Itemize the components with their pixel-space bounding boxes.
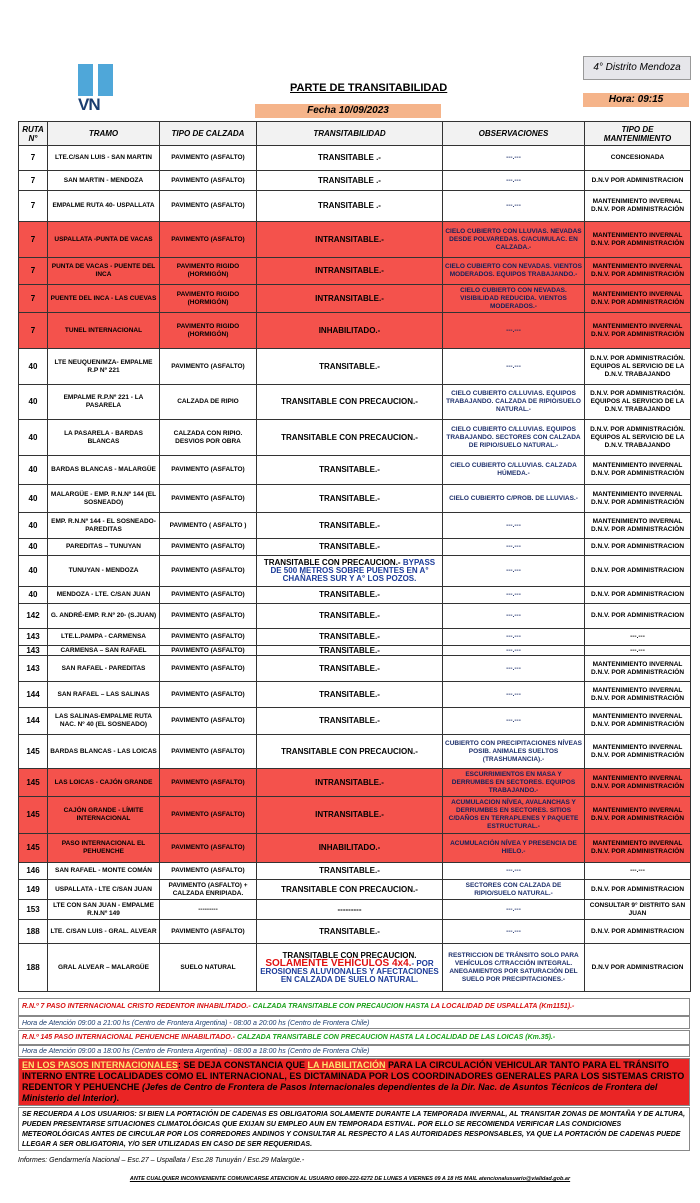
- cell-tramo: LAS LOICAS - CAJÓN GRANDE: [48, 769, 160, 797]
- cell-transitabilidad: TRANSITABLE.-: [257, 708, 443, 735]
- cell-ruta: 146: [19, 863, 48, 880]
- cell-tramo: PASO INTERNACIONAL EL PEHUENCHE: [48, 834, 160, 863]
- cell-calzada: PAVIMENTO (ASFALTO): [160, 485, 257, 513]
- cell-transitabilidad: TRANSITABLE CON PRECAUCION.-: [257, 880, 443, 900]
- note-pehuenche-hours: Hora de Atención 09:00 a 18:00 hs (Centro de Frontera Argentina) - 08:00 a 18:00 hs (Centro de Frontera Chile): [18, 1045, 690, 1057]
- cell-tramo: CAJÓN GRANDE - LÍMITE INTERNACIONAL: [48, 797, 160, 834]
- cell-mantenimiento: D.N.V. POR ADMINISTRACION: [585, 604, 691, 629]
- cell-observaciones: ---.---: [443, 191, 585, 222]
- cell-calzada: CALZADA CON RIPIO. DESVIOS POR OBRA: [160, 420, 257, 456]
- cell-ruta: 40: [19, 513, 48, 539]
- table-row: [19, 708, 691, 735]
- cell-calzada: SUELO NATURAL: [160, 944, 257, 992]
- cell-tramo: CARMENSA – SAN RAFAEL: [48, 646, 160, 656]
- cell-transitabilidad: TRANSITABLE CON PRECAUCION.-: [257, 420, 443, 456]
- note1-calzada: CALZADA TRANSITABLE CON PRECAUCION HASTA: [252, 1003, 429, 1010]
- cell-mantenimiento: MANTENIMIENTO INVERNAL D.N.V. POR ADMINISTRACIÓN: [585, 682, 691, 708]
- table-row: [19, 646, 691, 656]
- cell-tramo: EMPALME RUTA 40- USPALLATA: [48, 191, 160, 222]
- transitability-table: [18, 121, 691, 992]
- cell-transitabilidad: TRANSITABLE.-: [257, 863, 443, 880]
- cell-transitabilidad: TRANSITABLE.-: [257, 656, 443, 682]
- cell-ruta: 7: [19, 258, 48, 285]
- cell-observaciones: RESTRICCION DE TRÁNSITO SOLO PARA VEHÍCULOS C/TRACCIÓN INTEGRAL. ANEGAMIENTOS POR SATURACIÓN DEL SUELO POR PRECIPITACIONES.-: [443, 944, 585, 992]
- pasos-heading: EN LOS PASOS INTERNACIONALES: [22, 1060, 178, 1070]
- cell-transitabilidad: TRANSITABLE CON PRECAUCION.-: [257, 735, 443, 769]
- report-date: Fecha 10/09/2023: [255, 104, 441, 118]
- cell-ruta: 145: [19, 797, 48, 834]
- cell-calzada: PAVIMENTO (ASFALTO): [160, 629, 257, 646]
- table-body: [19, 146, 691, 992]
- cell-mantenimiento: MANTENIMIENTO INVERNAL D.N.V. POR ADMINISTRACIÓN: [585, 191, 691, 222]
- cell-tramo: SAN MARTIN - MENDOZA: [48, 171, 160, 191]
- cell-observaciones: ---.---: [443, 539, 585, 556]
- cell-calzada: PAVIMENTO (ASFALTO): [160, 556, 257, 587]
- cell-observaciones: CIELO CUBIERTO CON NEVADAS. VISIBILIDAD REDUCIDA. VIENTOS MODERADOS.-: [443, 285, 585, 313]
- cell-transitabilidad: TRANSITABLE.-: [257, 604, 443, 629]
- cell-calzada: PAVIMENTO (ASFALTO): [160, 222, 257, 258]
- cell-ruta: 145: [19, 735, 48, 769]
- report-time: Hora: 09:15: [583, 93, 689, 107]
- col-header-ruta: RUTA N°: [19, 122, 48, 146]
- table-row: [19, 222, 691, 258]
- cell-calzada: PAVIMENTO (ASFALTO): [160, 349, 257, 385]
- cell-tramo: MALARGÜE - EMP. R.N.Nº 144 (EL SOSNEADO): [48, 485, 160, 513]
- cell-ruta: 143: [19, 629, 48, 646]
- cell-calzada: PAVIMENTO RIGIDO (HORMIGÓN): [160, 258, 257, 285]
- cell-ruta: 144: [19, 708, 48, 735]
- cell-calzada: PAVIMENTO (ASFALTO): [160, 456, 257, 485]
- col-header-tramo: TRAMO: [48, 122, 160, 146]
- cell-observaciones: ---.---: [443, 556, 585, 587]
- cell-mantenimiento: MANTENIMIENTO INVERNAL D.N.V. POR ADMINISTRACIÓN: [585, 797, 691, 834]
- cell-ruta: 40: [19, 349, 48, 385]
- transitabilidad-main: TRANSITABLE CON PRECAUCION.: [282, 950, 417, 960]
- cell-calzada: PAVIMENTO (ASFALTO): [160, 604, 257, 629]
- cell-ruta: 40: [19, 556, 48, 587]
- cell-tramo: LTE. C/SAN LUIS - GRAL. ALVEAR: [48, 920, 160, 944]
- cell-mantenimiento: ---.---: [585, 629, 691, 646]
- cell-calzada: CALZADA DE RIPIO: [160, 385, 257, 420]
- table-row: [19, 285, 691, 313]
- note-cristo-redentor: [18, 998, 690, 1016]
- cell-mantenimiento: MANTENIMIENTO INVERNAL D.N.V. POR ADMINISTRACIÓN: [585, 313, 691, 349]
- cell-mantenimiento: CONSULTAR 9° DISTRITO SAN JUAN: [585, 900, 691, 920]
- cell-observaciones: CIELO CUBIERTO CON NEVADAS. VIENTOS MODERADOS. EQUIPOS TRABAJANDO.-: [443, 258, 585, 285]
- cell-mantenimiento: D.N.V. POR ADMINISTRACION: [585, 920, 691, 944]
- cell-ruta: 40: [19, 385, 48, 420]
- cell-ruta: 7: [19, 191, 48, 222]
- cell-transitabilidad: TRANSITABLE CON PRECAUCION.-: [257, 385, 443, 420]
- table-row: [19, 944, 691, 992]
- table-row: [19, 539, 691, 556]
- cell-tramo: USPALLATA -PUNTA DE VACAS: [48, 222, 160, 258]
- cell-observaciones: ACUMULACION NÍVEA, AVALANCHAS Y DERRUMBES EN SECTORES. SITIOS C/DAÑOS EN TERRAPLENES Y PAQUETE ESTRUCTURAL.-: [443, 797, 585, 834]
- cell-tramo: EMPALME R.P.Nº 221 - LA PASARELA: [48, 385, 160, 420]
- cell-calzada: ---------: [160, 900, 257, 920]
- col-header-mantenimiento: TIPO DE MANTENIMIENTO: [585, 122, 691, 146]
- cell-transitabilidad: [257, 944, 443, 992]
- cell-ruta: 40: [19, 420, 48, 456]
- note2-route: R.N.º 145 PASO INTERNACIONAL PEHUENCHE: [22, 1034, 180, 1041]
- cell-tramo: LTE NEUQUEN/MZA- EMPALME R.P Nº 221: [48, 349, 160, 385]
- note2-calzada: CALZADA TRANSITABLE CON PRECAUCION HASTA: [236, 1034, 414, 1041]
- cell-observaciones: ---.---: [443, 656, 585, 682]
- note2-status: INHABILITADO.-: [181, 1034, 235, 1041]
- cell-observaciones: CIELO CUBIERTO C/LLUVIAS. CALZADA HÚMEDA.-: [443, 456, 585, 485]
- cell-mantenimiento: D.N.V. POR ADMINISTRACION: [585, 880, 691, 900]
- cell-tramo: PUNTA DE VACAS - PUENTE DEL INCA: [48, 258, 160, 285]
- cell-calzada: PAVIMENTO (ASFALTO) + CALZADA ENRIPIADA.: [160, 880, 257, 900]
- note1-route: R.N.º 7 PASO INTERNACIONAL CRISTO REDENTOR: [22, 1003, 195, 1010]
- table-row: [19, 863, 691, 880]
- cell-calzada: PAVIMENTO (ASFALTO): [160, 656, 257, 682]
- cell-tramo: EMP. R.N.Nº 144 - EL SOSNEADO- PAREDITAS: [48, 513, 160, 539]
- cell-calzada: PAVIMENTO (ASFALTO): [160, 682, 257, 708]
- table-row: [19, 769, 691, 797]
- cell-ruta: 40: [19, 587, 48, 604]
- cell-ruta: 144: [19, 682, 48, 708]
- cell-mantenimiento: MANTENIMIENTO INVERNAL D.N.V. POR ADMINISTRACIÓN: [585, 456, 691, 485]
- table-row: [19, 171, 691, 191]
- cell-ruta: 7: [19, 222, 48, 258]
- cell-ruta: 153: [19, 900, 48, 920]
- cell-ruta: 188: [19, 944, 48, 992]
- cell-tramo: TUNUYAN - MENDOZA: [48, 556, 160, 587]
- cell-tramo: LTE.C/SAN LUIS - SAN MARTIN: [48, 146, 160, 171]
- cell-tramo: USPALLATA - LTE C/SAN JUAN: [48, 880, 160, 900]
- cell-calzada: PAVIMENTO (ASFALTO): [160, 735, 257, 769]
- cell-transitabilidad: INTRANSITABLE.-: [257, 797, 443, 834]
- cell-mantenimiento: MANTENIMIENTO INVERNAL D.N.V. POR ADMINISTRACIÓN: [585, 285, 691, 313]
- note1-status: INHABILITADO.-: [196, 1003, 251, 1010]
- cell-ruta: 145: [19, 834, 48, 863]
- table-row: [19, 146, 691, 171]
- cell-calzada: PAVIMENTO RIGIDO (HORMIGÓN): [160, 285, 257, 313]
- cell-observaciones: ---.---: [443, 708, 585, 735]
- cell-observaciones: ---.---: [443, 682, 585, 708]
- cell-observaciones: ---.---: [443, 349, 585, 385]
- cell-tramo: LTE.L.PAMPA - CARMENSA: [48, 629, 160, 646]
- contact-footer: ANTE CUALQUIER INCONVENIENTE COMUNICARSE ATENCION AL USUARIO 0800-222-6272 DE LUNES A VIERNES 09 A 18 HS MAIL atencionalusuario@vialidad.gob.ar: [129, 1176, 571, 1182]
- cell-mantenimiento: MANTENIMIENTO INVERNAL D.N.V. POR ADMINISTRACIÓN: [585, 769, 691, 797]
- cell-mantenimiento: D.N.V. POR ADMINISTRACION: [585, 587, 691, 604]
- cell-ruta: 40: [19, 456, 48, 485]
- cell-transitabilidad: INTRANSITABLE.-: [257, 285, 443, 313]
- cell-mantenimiento: MANTENIMIENTO INVERNAL D.N.V. POR ADMINISTRACIÓN: [585, 708, 691, 735]
- note-cristo-hours: Hora de Atención 09:00 a 21:00 hs (Centro de Frontera Argentina) - 08:00 a 20:00 hs (Centro de Frontera Chile): [18, 1016, 690, 1029]
- cell-mantenimiento: MANTENIMIENTO INVERNAL D.N.V. POR ADMINISTRACIÓN: [585, 735, 691, 769]
- cell-observaciones: ACUMULACIÓN NÍVEA Y PRESENCIA DE HIELO.-: [443, 834, 585, 863]
- table-row: [19, 513, 691, 539]
- cell-calzada: PAVIMENTO (ASFALTO): [160, 646, 257, 656]
- table-row: [19, 556, 691, 587]
- cell-tramo: SAN RAFAEL - MONTE COMÁN: [48, 863, 160, 880]
- cell-calzada: PAVIMENTO (ASFALTO): [160, 797, 257, 834]
- cell-transitabilidad: INTRANSITABLE.-: [257, 258, 443, 285]
- cell-observaciones: ESCURRIMIENTOS EN MASA Y DERRUMBES EN SECTORES. EQUIPOS TRABAJANDO.-: [443, 769, 585, 797]
- cell-observaciones: ---.---: [443, 646, 585, 656]
- cell-ruta: 40: [19, 485, 48, 513]
- cell-observaciones: ---.---: [443, 587, 585, 604]
- district-label: 4° Distrito Mendoza: [583, 56, 691, 80]
- table-row: [19, 313, 691, 349]
- table-row: [19, 485, 691, 513]
- cell-mantenimiento: MANTENIMIENTO INVERNAL D.N.V. POR ADMINISTRACIÓN: [585, 513, 691, 539]
- cell-mantenimiento: D.N.V POR ADMINISTRACION: [585, 171, 691, 191]
- cell-tramo: PAREDITAS – TUNUYAN: [48, 539, 160, 556]
- cell-mantenimiento: D.N.V. POR ADMINISTRACION: [585, 556, 691, 587]
- cell-calzada: PAVIMENTO (ASFALTO): [160, 834, 257, 863]
- table-row: [19, 900, 691, 920]
- cell-mantenimiento: MANTENIMIENTO INVERNAL D.N.V. POR ADMINISTRACIÓN: [585, 485, 691, 513]
- cell-tramo: SAN RAFAEL - PAREDITAS: [48, 656, 160, 682]
- cell-transitabilidad: TRANSITABLE.-: [257, 920, 443, 944]
- cell-transitabilidad: [257, 556, 443, 587]
- table-row: [19, 834, 691, 863]
- cell-mantenimiento: MANTENIMIENTO INVERNAL D.N.V. POR ADMINISTRACIÓN: [585, 656, 691, 682]
- cell-mantenimiento: ---.---: [585, 863, 691, 880]
- cell-ruta: 188: [19, 920, 48, 944]
- cell-calzada: PAVIMENTO (ASFALTO): [160, 191, 257, 222]
- cell-tramo: TUNEL INTERNACIONAL: [48, 313, 160, 349]
- vn-logo: [78, 64, 116, 114]
- cell-transitabilidad: TRANSITABLE.-: [257, 587, 443, 604]
- pasos-internacionales-notice: [18, 1058, 690, 1106]
- cell-transitabilidad: TRANSITABLE.-: [257, 539, 443, 556]
- cell-ruta: 7: [19, 313, 48, 349]
- cell-observaciones: CIELO CUBIERTO CON LLUVIAS. NEVADAS DESDE POLVAREDAS. C/ACUMULAC. EN CALZADA.-: [443, 222, 585, 258]
- cell-transitabilidad: TRANSITABLE.-: [257, 682, 443, 708]
- cell-calzada: PAVIMENTO (ASFALTO): [160, 708, 257, 735]
- cell-transitabilidad: TRANSITABLE.-: [257, 513, 443, 539]
- note2-localidad: LA LOCALIDAD DE LAS LOICAS (Km.35).-: [415, 1034, 556, 1041]
- transitabilidad-detail: BYPASS DE 500 METROS SOBRE PUENTES EN A° CHAÑARES SUR Y A° LOS POZOS.: [270, 558, 436, 583]
- transitabilidad-detail: - POR EROSIONES ALUVIONALES Y AFECTACIONES EN CALZADA DE SUELO NATURAL.: [260, 958, 439, 984]
- pasos-text-1: : SE DEJA CONSTANCIA QUE: [177, 1060, 308, 1070]
- cell-tramo: SAN RAFAEL – LAS SALINAS: [48, 682, 160, 708]
- cell-calzada: PAVIMENTO ( ASFALTO ): [160, 513, 257, 539]
- table-row: [19, 456, 691, 485]
- table-row: [19, 604, 691, 629]
- cell-observaciones: CIELO CUBIERTO C/PROB. DE LLUVIAS.-: [443, 485, 585, 513]
- cell-mantenimiento: CONCESIONADA: [585, 146, 691, 171]
- table-row: [19, 629, 691, 646]
- note1-localidad: LA LOCALIDAD DE USPALLATA (Km1151).-: [430, 1003, 575, 1010]
- cell-observaciones: ---.---: [443, 863, 585, 880]
- informes-line: Informes: Gendarmería Nacional – Esc.27 – Uspallata / Esc.28 Tunuyán / Esc.29 Malargüe.-: [18, 1157, 305, 1164]
- cell-observaciones: ---.---: [443, 313, 585, 349]
- cell-mantenimiento: D.N.V POR ADMINISTRACION: [585, 944, 691, 992]
- cell-transitabilidad: TRANSITABLE.-: [257, 349, 443, 385]
- cell-tramo: BARDAS BLANCAS - MALARGÜE: [48, 456, 160, 485]
- cell-mantenimiento: ---.---: [585, 646, 691, 656]
- cell-calzada: PAVIMENTO (ASFALTO): [160, 539, 257, 556]
- cell-calzada: PAVIMENTO (ASFALTO): [160, 920, 257, 944]
- cell-calzada: PAVIMENTO (ASFALTO): [160, 863, 257, 880]
- cell-transitabilidad: TRANSITABLE.-: [257, 456, 443, 485]
- cell-mantenimiento: D.N.V. POR ADMINISTRACION: [585, 539, 691, 556]
- pasos-end: .: [116, 1093, 120, 1103]
- table-row: [19, 735, 691, 769]
- cell-mantenimiento: D.N.V. POR ADMINISTRACIÓN. EQUIPOS AL SERVICIO DE LA D.N.V. TRABAJANDO: [585, 385, 691, 420]
- cell-observaciones: ---.---: [443, 604, 585, 629]
- page-title: PARTE DE TRANSITABILIDAD: [290, 82, 448, 94]
- pasos-jefes: (Jefes de Centro de Frontera de Pasos Internacionales dependientes de la Dir. Nac. de Asuntos Técnicos de Frontera del Ministerio del Interior): [22, 1082, 658, 1103]
- cell-observaciones: ---.---: [443, 513, 585, 539]
- table-row: [19, 385, 691, 420]
- transitabilidad-main: TRANSITABLE CON PRECAUCION.-: [263, 558, 401, 567]
- cell-mantenimiento: D.N.V. POR ADMINISTRACIÓN. EQUIPOS AL SERVICIO DE LA D.N.V. TRABAJANDO: [585, 349, 691, 385]
- cell-transitabilidad: TRANSITABLE.-: [257, 646, 443, 656]
- cell-ruta: 143: [19, 646, 48, 656]
- cell-mantenimiento: MANTENIMIENTO INVERNAL D.N.V. POR ADMINISTRACIÓN: [585, 258, 691, 285]
- cell-transitabilidad: TRANSITABLE.-: [257, 629, 443, 646]
- cell-ruta: 40: [19, 539, 48, 556]
- cell-observaciones: ---.---: [443, 900, 585, 920]
- cell-transitabilidad: INTRANSITABLE.-: [257, 769, 443, 797]
- cell-transitabilidad: TRANSITABLE .-: [257, 191, 443, 222]
- cell-observaciones: CIELO CUBIERTO C/LLUVIAS. EQUIPOS TRABAJANDO. CALZADA DE RIPIO/SUELO NATURAL.-: [443, 385, 585, 420]
- table-row: [19, 880, 691, 900]
- logo-bar-left: [78, 64, 93, 96]
- cell-observaciones: ---.---: [443, 629, 585, 646]
- pasos-habilitacion: LA HABILITACIÓN: [307, 1060, 386, 1070]
- cell-observaciones: SECTORES CON CALZADA DE RIPIO/SUELO NATURAL.-: [443, 880, 585, 900]
- cell-tramo: BARDAS BLANCAS - LAS LOICAS: [48, 735, 160, 769]
- cell-transitabilidad: ---------: [257, 900, 443, 920]
- logo-bar-right: [98, 64, 113, 96]
- cell-observaciones: CIELO CUBIERTO C/LLUVIAS. EQUIPOS TRABAJANDO. SECTORES CON CALZADA DE RIPIO/SUELO NATURAL.-: [443, 420, 585, 456]
- cell-transitabilidad: INHABILITADO.-: [257, 834, 443, 863]
- recuerda-notice: SE RECUERDA A LOS USUARIOS: SI BIEN LA PORTACIÓN DE CADENAS ES OBLIGATORIA SOLAMENTE DURANTE LA TEMPORADA INVERNAL, AL TRANSITAR ZONAS DE MONTAÑA Y DE ALTURA, PUEDEN PRESENTARSE SITUACIONES CLIMATOLÓGICAS QUE EXIJAN SU EMPLEO AUN EN TEMPORADA ESTIVAL. POR ELLO SE RECOMIENDA VERIFICAR LAS CONDICIONES METEOROLÓGICAS ANTES DE CIRCULAR POR LOS CORREDORES ANDINOS Y CONSULTAR AL RESPECTO A LAS AUTORIDADES RESPONSABLES, YA QUE LA PORTACIÓN DE CADENAS PUEDE LLEGAR A SER OBLIGATORIA, Y/O SER UTILIZADAS EN CASO DE SER REQUERIDAS.: [18, 1107, 690, 1151]
- cell-mantenimiento: D.N.V. POR ADMINISTRACIÓN. EQUIPOS AL SERVICIO DE LA D.N.V. TRABAJANDO: [585, 420, 691, 456]
- cell-tramo: GRAL ALVEAR – MALARGÜE: [48, 944, 160, 992]
- col-header-calzada: TIPO DE CALZADA: [160, 122, 257, 146]
- cell-ruta: 142: [19, 604, 48, 629]
- table-row: [19, 587, 691, 604]
- table-row: [19, 656, 691, 682]
- cell-transitabilidad: TRANSITABLE .-: [257, 146, 443, 171]
- cell-ruta: 143: [19, 656, 48, 682]
- cell-observaciones: ---.---: [443, 920, 585, 944]
- col-header-observaciones: OBSERVACIONES: [443, 122, 585, 146]
- cell-tramo: G. ANDRÉ-EMP. R.Nº 20- (S.JUAN): [48, 604, 160, 629]
- logo-text: VN: [78, 95, 100, 114]
- table-row: [19, 420, 691, 456]
- cell-calzada: PAVIMENTO (ASFALTO): [160, 146, 257, 171]
- cell-ruta: 7: [19, 285, 48, 313]
- cell-mantenimiento: MANTENIMIENTO INVERNAL D.N.V. POR ADMINISTRACIÓN: [585, 222, 691, 258]
- cell-calzada: PAVIMENTO (ASFALTO): [160, 587, 257, 604]
- table-row: [19, 258, 691, 285]
- table-header-row: [19, 122, 691, 146]
- table-row: [19, 682, 691, 708]
- transitabilidad-restriction: SOLAMENTE VEHÍCULOS 4x4.: [265, 957, 412, 969]
- cell-tramo: PUENTE DEL INCA - LAS CUEVAS: [48, 285, 160, 313]
- cell-observaciones: CUBIERTO CON PRECIPITACIONES NÍVEAS POSIB. ANIMALES SUELTOS (TRASHUMANCIA).-: [443, 735, 585, 769]
- cell-ruta: 7: [19, 171, 48, 191]
- cell-calzada: PAVIMENTO (ASFALTO): [160, 769, 257, 797]
- cell-tramo: MENDOZA - LTE. C/SAN JUAN: [48, 587, 160, 604]
- table-row: [19, 349, 691, 385]
- table-row: [19, 797, 691, 834]
- cell-transitabilidad: TRANSITABLE .-: [257, 171, 443, 191]
- cell-calzada: PAVIMENTO (ASFALTO): [160, 171, 257, 191]
- cell-observaciones: ---.---: [443, 171, 585, 191]
- cell-tramo: LAS SALINAS-EMPALME RUTA NAC. Nº 40 (EL SOSNEADO): [48, 708, 160, 735]
- table-row: [19, 920, 691, 944]
- cell-calzada: PAVIMENTO RIGIDO (HORMIGÓN): [160, 313, 257, 349]
- cell-ruta: 145: [19, 769, 48, 797]
- cell-transitabilidad: INTRANSITABLE.-: [257, 222, 443, 258]
- cell-ruta: 149: [19, 880, 48, 900]
- cell-transitabilidad: INHABILITADO.-: [257, 313, 443, 349]
- note-pehuenche: [18, 1030, 690, 1045]
- table-row: [19, 191, 691, 222]
- cell-ruta: 7: [19, 146, 48, 171]
- cell-tramo: LTE CON SAN JUAN - EMPALME R.N.Nº 149: [48, 900, 160, 920]
- col-header-transitabilidad: TRANSITABILIDAD: [257, 122, 443, 146]
- cell-mantenimiento: MANTENIMIENTO INVERNAL D.N.V. POR ADMINISTRACIÓN: [585, 834, 691, 863]
- cell-observaciones: ---.---: [443, 146, 585, 171]
- cell-tramo: LA PASARELA - BARDAS BLANCAS: [48, 420, 160, 456]
- pasos-text-2: PARA LA CIRCULACIÓN VEHICULAR TANTO PARA EL TRÁNSITO INTERNO ENTRE LOCALIDADES COMO EL INTERNACIONAL, ES DICTAMINADA POR LOS COORDINADORES GENERALES PARA LOS SISTEMAS CRISTO REDENTOR Y PEHUENCHE: [22, 1060, 685, 1092]
- cell-transitabilidad: TRANSITABLE.-: [257, 485, 443, 513]
